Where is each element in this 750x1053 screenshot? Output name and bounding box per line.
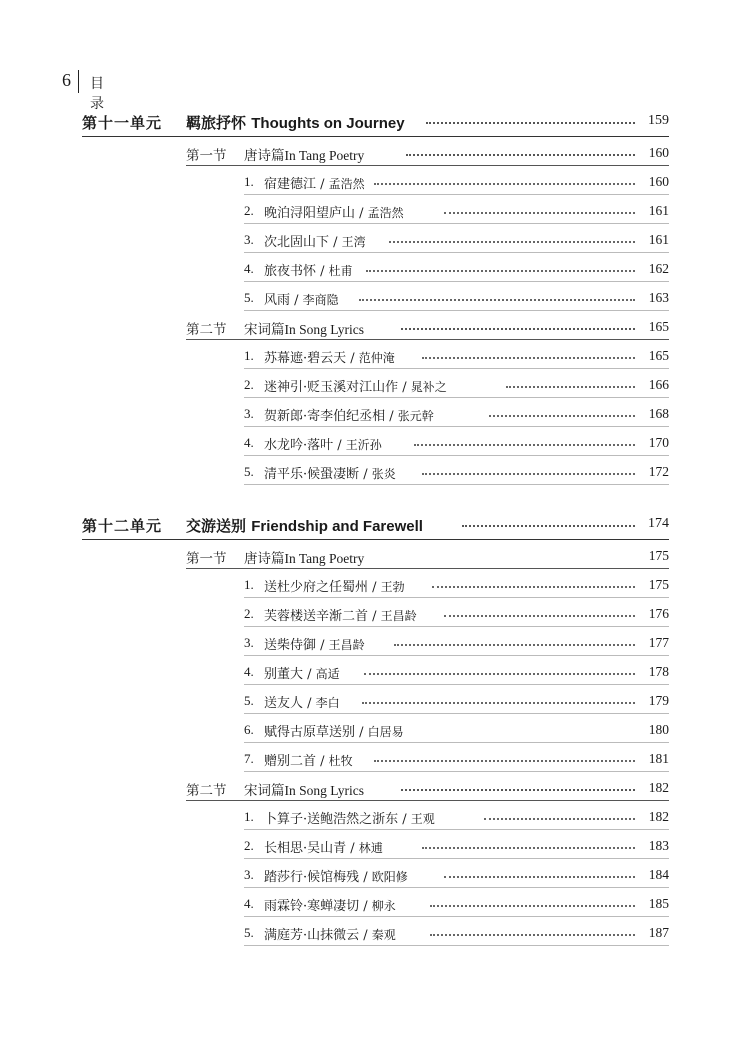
entry-page-number: 170	[648, 435, 669, 450]
toc-entry[interactable]	[244, 166, 669, 195]
dot-leader	[414, 444, 635, 446]
toc-entry[interactable]	[244, 656, 669, 685]
entry-title: 送友人 / 李白	[264, 696, 340, 711]
dot-leader	[484, 818, 635, 820]
toc-entry[interactable]	[244, 743, 669, 772]
section-label: 第一节	[186, 551, 227, 567]
entry-page-number: 175	[648, 577, 669, 592]
toc-entry[interactable]	[244, 224, 669, 253]
dot-leader	[426, 122, 635, 124]
entry-number: 5.	[244, 464, 254, 479]
toc-entry[interactable]	[244, 917, 669, 946]
entry-title: 别董大 / 高适	[264, 667, 340, 682]
entry-number: 5.	[244, 925, 254, 940]
entry-page-number: 183	[648, 838, 669, 853]
toc-entry[interactable]	[244, 369, 669, 398]
toc-entry[interactable]	[244, 627, 669, 656]
dot-leader	[401, 789, 635, 791]
entry-number: 2.	[244, 377, 254, 392]
section-label: 第一节	[186, 148, 227, 164]
entry-title: 清平乐·候蛩凄断 / 张炎	[264, 467, 396, 482]
section-2	[186, 772, 669, 946]
entry-page-number: 180	[648, 722, 669, 737]
entry-number: 1.	[244, 348, 254, 363]
entry-title: 赠别二首 / 杜牧	[264, 754, 353, 769]
entry-number: 4.	[244, 261, 254, 276]
entry-number: 5.	[244, 693, 254, 708]
entry-title: 芙蓉楼送辛渐二首 / 王昌龄	[264, 609, 417, 624]
toc-entry[interactable]	[244, 830, 669, 859]
unit-page-number: 174	[648, 516, 669, 531]
entry-number: 2.	[244, 203, 254, 218]
entry-page-number: 176	[648, 606, 669, 621]
toc-entry[interactable]	[244, 714, 669, 743]
section-page-number: 182	[648, 780, 669, 795]
dot-leader	[362, 702, 635, 704]
entry-number: 3.	[244, 406, 254, 421]
toc-entry[interactable]	[244, 685, 669, 714]
toc-entry[interactable]	[244, 456, 669, 485]
entry-page-number: 187	[648, 925, 669, 940]
entry-title: 赋得古原草送别 / 白居易	[264, 725, 404, 740]
entry-title: 踏莎行·候馆梅残 / 欧阳修	[264, 870, 408, 885]
unit-title: 交游送别 Friendship and Farewell	[186, 517, 423, 535]
entry-title: 次北固山下 / 王湾	[264, 235, 366, 250]
dot-leader	[444, 615, 635, 617]
section-title: 唐诗篇In Tang Poetry	[244, 148, 365, 164]
dot-leader	[430, 934, 635, 936]
unit-page-number: 159	[648, 113, 669, 128]
section-label: 第二节	[186, 783, 227, 799]
dot-leader	[506, 386, 635, 388]
entry-number: 1.	[244, 577, 254, 592]
entry-number: 6.	[244, 722, 254, 737]
section-page-number: 165	[648, 319, 669, 334]
entry-number: 2.	[244, 838, 254, 853]
toc-entry[interactable]	[244, 282, 669, 311]
unit-title: 羁旅抒怀 Thoughts on Journey	[186, 114, 405, 132]
entry-page-number: 182	[648, 809, 669, 824]
section-page-number: 160	[648, 145, 669, 160]
unit-heading[interactable]	[82, 513, 669, 540]
dot-leader	[422, 357, 635, 359]
entry-title: 长相思·吴山青 / 林逋	[264, 841, 383, 856]
entry-page-number: 185	[648, 896, 669, 911]
dot-leader	[489, 415, 635, 417]
entry-title: 贺新郎·寄李伯纪丞相 / 张元幹	[264, 409, 434, 424]
dot-leader	[359, 299, 635, 301]
entry-page-number: 163	[648, 290, 669, 305]
unit-label: 第十一单元	[82, 114, 163, 132]
entry-page-number: 178	[648, 664, 669, 679]
entry-number: 3.	[244, 635, 254, 650]
header-divider	[78, 70, 79, 93]
dot-leader	[364, 673, 635, 675]
toc-entry[interactable]	[244, 398, 669, 427]
dot-leader	[444, 212, 635, 214]
dot-leader	[430, 905, 635, 907]
toc-entry[interactable]	[244, 598, 669, 627]
entry-page-number: 166	[648, 377, 669, 392]
unit-12	[82, 513, 669, 946]
entry-number: 5.	[244, 290, 254, 305]
section-label: 第二节	[186, 322, 227, 338]
entry-title: 送柴侍御 / 王昌龄	[264, 638, 365, 653]
entry-title: 迷神引·贬玉溪对江山作 / 晁补之	[264, 380, 447, 395]
section-1	[186, 540, 669, 772]
section-2	[186, 311, 669, 485]
entry-page-number: 179	[648, 693, 669, 708]
entry-page-number: 181	[648, 751, 669, 766]
dot-leader	[444, 876, 635, 878]
entry-number: 4.	[244, 435, 254, 450]
toc-entry[interactable]	[244, 801, 669, 830]
unit-11	[82, 110, 669, 485]
entry-number: 4.	[244, 664, 254, 679]
unit-label: 第十二单元	[82, 517, 163, 535]
section-heading[interactable]	[186, 311, 669, 340]
dot-leader	[432, 586, 635, 588]
entry-title: 雨霖铃·寒蝉凄切 / 柳永	[264, 899, 396, 914]
toc-entry[interactable]	[244, 859, 669, 888]
section-heading[interactable]	[186, 772, 669, 801]
entry-page-number: 184	[648, 867, 669, 882]
dot-leader	[366, 270, 635, 272]
entry-title: 宿建德江 / 孟浩然	[264, 177, 365, 192]
section-page-number: 175	[648, 548, 669, 563]
entry-page-number: 172	[648, 464, 669, 479]
dot-leader	[401, 328, 635, 330]
dot-leader	[374, 760, 635, 762]
section-title: 宋词篇In Song Lyrics	[244, 783, 364, 799]
section-title: 宋词篇In Song Lyrics	[244, 322, 364, 338]
entry-title: 满庭芳·山抹微云 / 秦观	[264, 928, 396, 943]
toc-entry[interactable]	[244, 427, 669, 456]
entry-number: 7.	[244, 751, 254, 766]
header-title: 目 录	[90, 76, 110, 112]
section-title: 唐诗篇In Tang Poetry	[244, 551, 365, 567]
entry-page-number: 161	[648, 232, 669, 247]
toc-entry[interactable]	[244, 253, 669, 282]
entry-number: 4.	[244, 896, 254, 911]
entry-title: 卜算子·送鲍浩然之浙东 / 王观	[264, 812, 435, 827]
entry-title: 送杜少府之任蜀州 / 王勃	[264, 580, 405, 595]
entry-title: 晚泊浔阳望庐山 / 孟浩然	[264, 206, 404, 221]
entry-number: 1.	[244, 809, 254, 824]
section-heading[interactable]	[186, 540, 669, 569]
toc-entry[interactable]	[244, 340, 669, 369]
entry-number: 3.	[244, 232, 254, 247]
entry-page-number: 177	[648, 635, 669, 650]
page-number: 6	[62, 70, 71, 90]
entry-page-number: 165	[648, 348, 669, 363]
entry-page-number: 160	[648, 174, 669, 189]
dot-leader	[389, 241, 635, 243]
entry-number: 1.	[244, 174, 254, 189]
section-1	[186, 137, 669, 311]
entry-title: 苏幕遮·碧云天 / 范仲淹	[264, 351, 395, 366]
dot-leader	[462, 525, 635, 527]
toc-entry[interactable]	[244, 195, 669, 224]
dot-leader	[406, 154, 635, 156]
unit-heading[interactable]	[82, 110, 669, 137]
entry-title: 水龙吟·落叶 / 王沂孙	[264, 438, 382, 453]
dot-leader	[422, 473, 635, 475]
entry-title: 旅夜书怀 / 杜甫	[264, 264, 353, 279]
entry-number: 2.	[244, 606, 254, 621]
entry-page-number: 168	[648, 406, 669, 421]
dot-leader	[422, 847, 635, 849]
entry-page-number: 162	[648, 261, 669, 276]
entry-number: 3.	[244, 867, 254, 882]
entry-page-number: 161	[648, 203, 669, 218]
entry-title: 风雨 / 李商隐	[264, 293, 339, 308]
dot-leader	[394, 644, 635, 646]
section-heading[interactable]	[186, 137, 669, 166]
dot-leader	[374, 183, 635, 185]
toc-entry[interactable]	[244, 888, 669, 917]
toc-entry[interactable]	[244, 569, 669, 598]
